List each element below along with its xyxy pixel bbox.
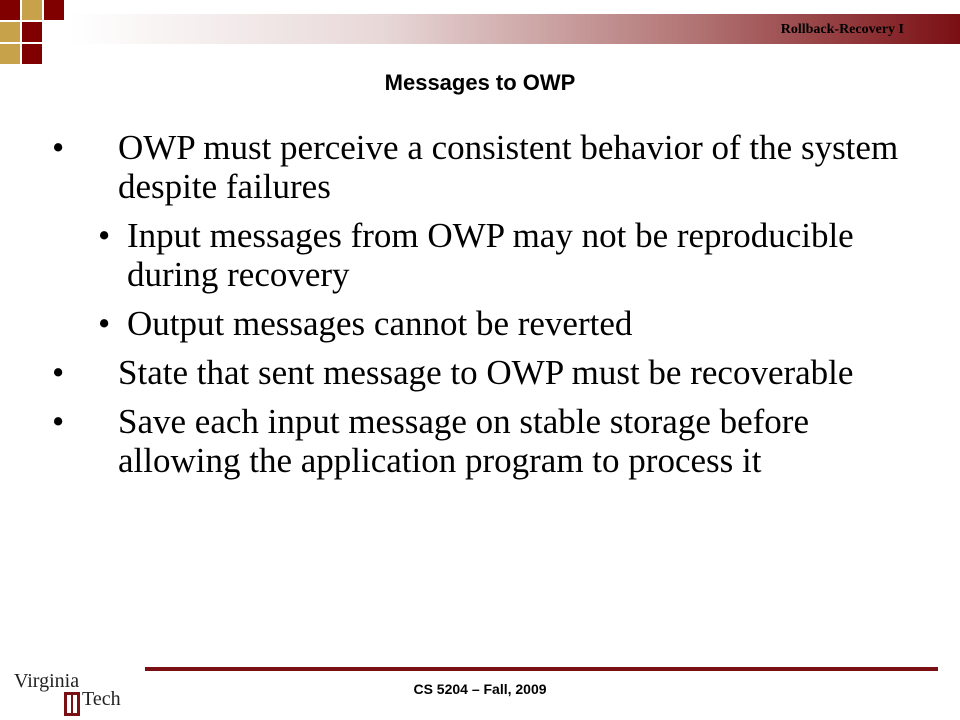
bullet-text: State that sent message to OWP must be recoverable — [118, 353, 854, 392]
decor-square-5 — [22, 22, 42, 42]
bullet-text: Output messages cannot be reverted — [127, 304, 633, 343]
bullet-item — [0, 353, 960, 392]
bullet-dot: • — [52, 353, 65, 392]
bullet-dot: • — [98, 216, 111, 255]
logo-word-tech: Tech — [82, 688, 121, 710]
header-label: Rollback-Recovery I — [780, 22, 904, 37]
decor-square-4 — [0, 22, 20, 42]
footer-course: CS 5204 – Fall, 2009 — [413, 681, 547, 697]
bullet-item — [0, 128, 960, 206]
decor-square-2 — [22, 0, 42, 20]
decor-square-3 — [44, 0, 64, 20]
footer-rule — [145, 667, 938, 671]
bullet-text: OWP must perceive a consistent behavior of the system despite failures — [118, 128, 899, 206]
bullet-item — [0, 402, 960, 480]
bullet-text: Save each input message on stable storage before allowing the application program to process it — [118, 402, 809, 480]
bullet-dot: • — [98, 304, 111, 343]
logo-mark-icon — [64, 692, 80, 716]
university-logo — [14, 670, 134, 720]
bullet-text: Input messages from OWP may not be reproducible during recovery — [127, 216, 854, 294]
sub-bullet-item — [0, 216, 960, 294]
slide-title: Messages to OWP — [384, 70, 576, 95]
decor-square-7 — [22, 44, 42, 64]
bullet-dot: • — [52, 128, 65, 167]
sub-bullet-item — [0, 304, 960, 343]
decor-square-1 — [0, 0, 20, 20]
logo-word-virginia: Virginia — [14, 670, 80, 692]
bullet-dot: • — [52, 402, 65, 441]
slide-content — [0, 128, 960, 490]
decor-square-6 — [0, 44, 20, 64]
